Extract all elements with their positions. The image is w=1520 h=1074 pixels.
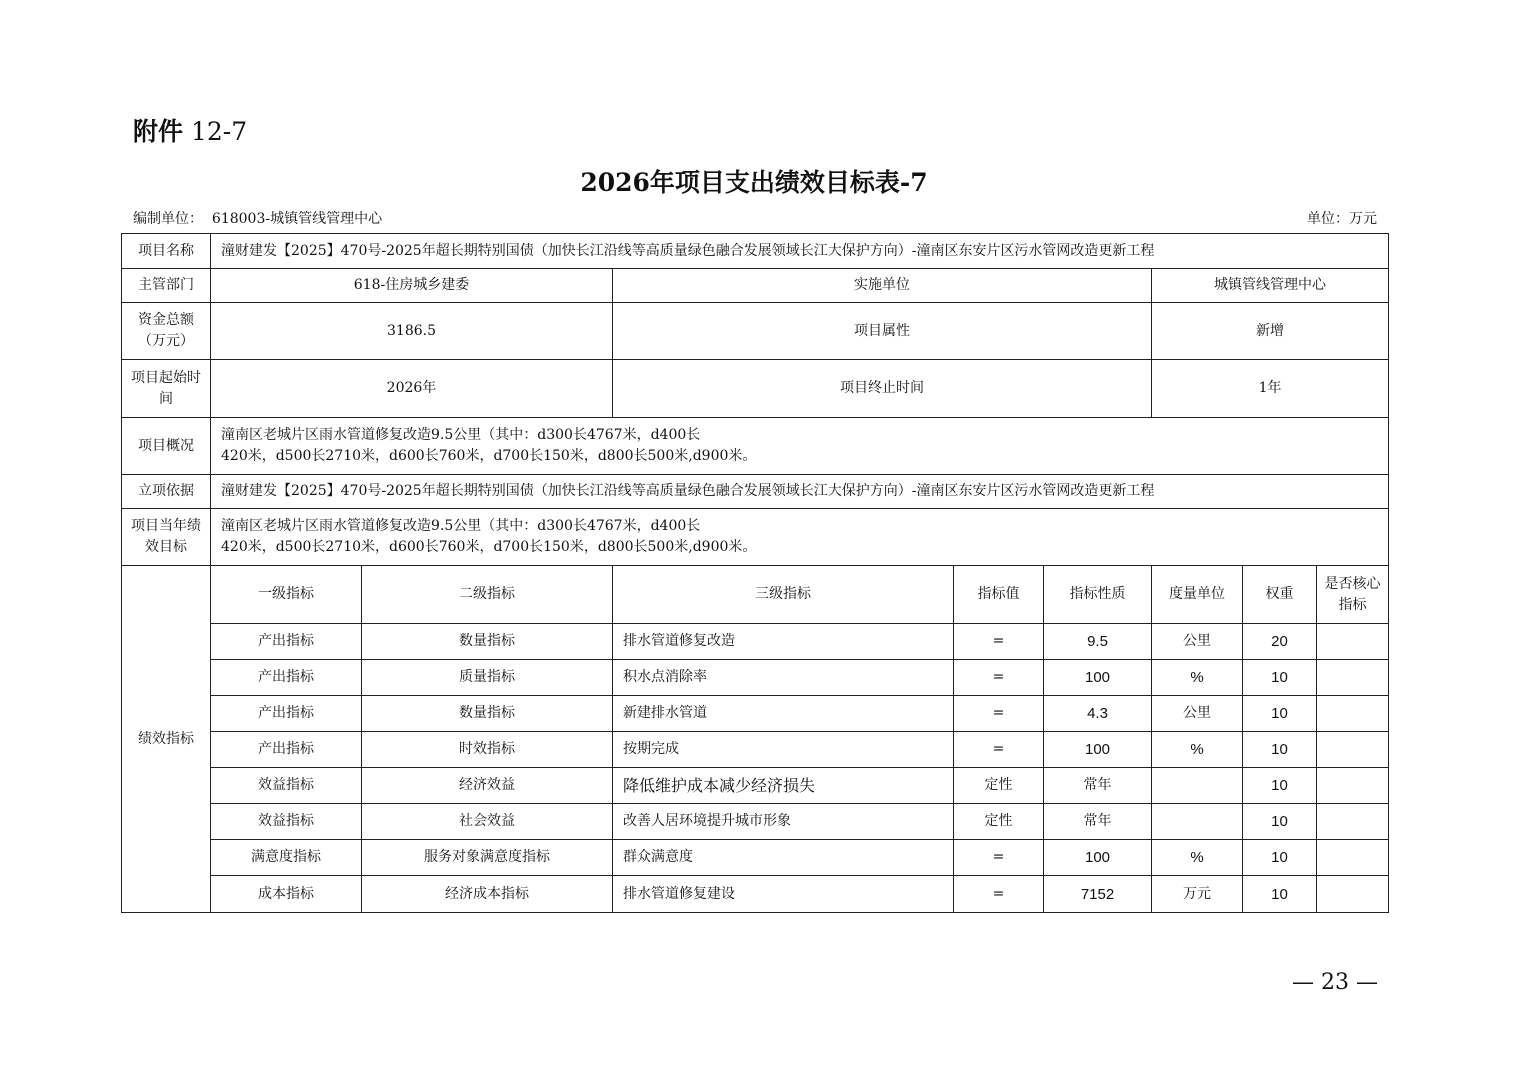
row-value: 常年 — [1044, 768, 1152, 804]
row-l2: 数量指标 — [362, 624, 613, 660]
row-value: 7152 — [1044, 876, 1152, 913]
row-core — [1317, 732, 1389, 768]
row-unit: 公里 — [1152, 624, 1243, 660]
goal-line-2: 420米，d500长2710米，d600长760米，d700长150米，d800长500米,d900米。 — [221, 539, 757, 555]
funds-label: 资金总额（万元） — [122, 303, 211, 360]
overview-label: 项目概况 — [122, 418, 211, 475]
row-unit — [1152, 768, 1243, 804]
row-weight: 10 — [1243, 804, 1317, 840]
overview-line-2: 420米，d500长2710米，d600长760米，d700长150米，d800长500米,d900米。 — [221, 448, 757, 464]
row-core — [1317, 840, 1389, 876]
row-l3: 按期完成 — [613, 732, 954, 768]
row-l2: 数量指标 — [362, 696, 613, 732]
row-unit: % — [1152, 732, 1243, 768]
row-l2: 经济效益 — [362, 768, 613, 804]
row-l3: 积水点消除率 — [613, 660, 954, 696]
row-weight: 10 — [1243, 696, 1317, 732]
row-weight: 10 — [1243, 732, 1317, 768]
impl-value: 城镇管线管理中心 — [1152, 269, 1389, 303]
row-value: 100 — [1044, 660, 1152, 696]
row-value: 9.5 — [1044, 624, 1152, 660]
row-l1: 产出指标 — [211, 696, 362, 732]
row-l2: 经济成本指标 — [362, 876, 613, 913]
row-core — [1317, 876, 1389, 913]
row-core — [1317, 624, 1389, 660]
row-value: 100 — [1044, 840, 1152, 876]
header-l1: 一级指标 — [211, 566, 362, 624]
currency-unit: 单位：万元 — [1307, 211, 1377, 227]
row-op: = — [954, 732, 1044, 768]
header-weight: 权重 — [1243, 566, 1317, 624]
row-weight: 10 — [1243, 660, 1317, 696]
row-unit: % — [1152, 660, 1243, 696]
row-op: = — [954, 660, 1044, 696]
row-l3: 群众满意度 — [613, 840, 954, 876]
project-name-value: 潼财建发【2025】470号-2025年超长期特别国债（加快长江沿线等高质量绿色融合发展领域长江大保护方向）-潼南区东安片区污水管网改造更新工程 — [211, 234, 1389, 269]
row-l1: 成本指标 — [211, 876, 362, 913]
row-core — [1317, 804, 1389, 840]
header-core: 是否核心指标 — [1317, 566, 1389, 624]
table-row — [122, 768, 1389, 804]
overview-value — [211, 418, 1389, 475]
attr-label: 项目属性 — [613, 303, 1152, 360]
basis-value: 潼财建发【2025】470号-2025年超长期特别国债（加快长江沿线等高质量绿色融合发展领域长江大保护方向）-潼南区东安片区污水管网改造更新工程 — [211, 475, 1389, 509]
row-l3: 排水管道修复改造 — [613, 624, 954, 660]
row-l3: 排水管道修复建设 — [613, 876, 954, 913]
row-l1: 效益指标 — [211, 804, 362, 840]
row-l1: 满意度指标 — [211, 840, 362, 876]
funds-value: 3186.5 — [211, 303, 613, 360]
compiler-value: 618003-城镇管线管理中心 — [211, 211, 383, 227]
header-op: 指标值 — [954, 566, 1044, 624]
overview-line-1: 潼南区老城片区雨水管道修复改造9.5公里（其中：d300长4767米，d400长 — [221, 427, 701, 443]
goal-label: 项目当年绩效目标 — [122, 509, 211, 566]
attachment-label — [133, 112, 247, 148]
row-unit — [1152, 804, 1243, 840]
end-label: 项目终止时间 — [613, 360, 1152, 418]
row-l2: 服务对象满意度指标 — [362, 840, 613, 876]
start-value: 2026年 — [211, 360, 613, 418]
row-op: = — [954, 840, 1044, 876]
row-l3: 改善人居环境提升城市形象 — [613, 804, 954, 840]
row-op: 定性 — [954, 768, 1044, 804]
row-op: = — [954, 696, 1044, 732]
row-op: 定性 — [954, 804, 1044, 840]
end-value: 1年 — [1152, 360, 1389, 418]
compiler-label: 编制单位： — [133, 211, 203, 227]
row-unit: 公里 — [1152, 696, 1243, 732]
performance-section-label: 绩效指标 — [122, 566, 211, 913]
header-l2: 二级指标 — [362, 566, 613, 624]
dept-value: 618-住房城乡建委 — [211, 269, 613, 303]
attachment-word: 附件 — [133, 117, 184, 146]
performance-target-table — [121, 233, 1389, 913]
row-weight: 10 — [1243, 876, 1317, 913]
row-core — [1317, 768, 1389, 804]
project-name-label: 项目名称 — [122, 234, 211, 269]
table-row — [122, 660, 1389, 696]
table-row — [122, 732, 1389, 768]
table-row — [122, 624, 1389, 660]
row-l2: 社会效益 — [362, 804, 613, 840]
page-title: 2026年项目支出绩效目标表-7 — [580, 168, 928, 197]
row-value: 4.3 — [1044, 696, 1152, 732]
row-l3: 新建排水管道 — [613, 696, 954, 732]
table-row — [122, 876, 1389, 913]
compiler-unit — [133, 208, 382, 228]
table-row — [122, 804, 1389, 840]
basis-label: 立项依据 — [122, 475, 211, 509]
attr-value: 新增 — [1152, 303, 1389, 360]
header-nature: 指标性质 — [1044, 566, 1152, 624]
row-l1: 效益指标 — [211, 768, 362, 804]
row-weight: 10 — [1243, 768, 1317, 804]
row-op: = — [954, 876, 1044, 913]
row-l1: 产出指标 — [211, 624, 362, 660]
page-number: — 23 — — [1292, 970, 1378, 995]
row-core — [1317, 660, 1389, 696]
row-weight: 20 — [1243, 624, 1317, 660]
row-value: 常年 — [1044, 804, 1152, 840]
row-value: 100 — [1044, 732, 1152, 768]
row-core — [1317, 696, 1389, 732]
row-l1: 产出指标 — [211, 660, 362, 696]
row-l3: 降低维护成本减少经济损失 — [613, 768, 954, 804]
row-l1: 产出指标 — [211, 732, 362, 768]
row-unit: 万元 — [1152, 876, 1243, 913]
attachment-number: 12-7 — [190, 117, 248, 146]
dept-label: 主管部门 — [122, 269, 211, 303]
row-l2: 时效指标 — [362, 732, 613, 768]
row-l2: 质量指标 — [362, 660, 613, 696]
table-row — [122, 696, 1389, 732]
row-op: = — [954, 624, 1044, 660]
row-unit: % — [1152, 840, 1243, 876]
table-row — [122, 840, 1389, 876]
start-label: 项目起始时间 — [122, 360, 211, 418]
row-weight: 10 — [1243, 840, 1317, 876]
goal-line-1: 潼南区老城片区雨水管道修复改造9.5公里（其中：d300长4767米，d400长 — [221, 518, 701, 534]
goal-value — [211, 509, 1389, 566]
header-l3: 三级指标 — [613, 566, 954, 624]
header-unit: 度量单位 — [1152, 566, 1243, 624]
impl-label: 实施单位 — [613, 269, 1152, 303]
